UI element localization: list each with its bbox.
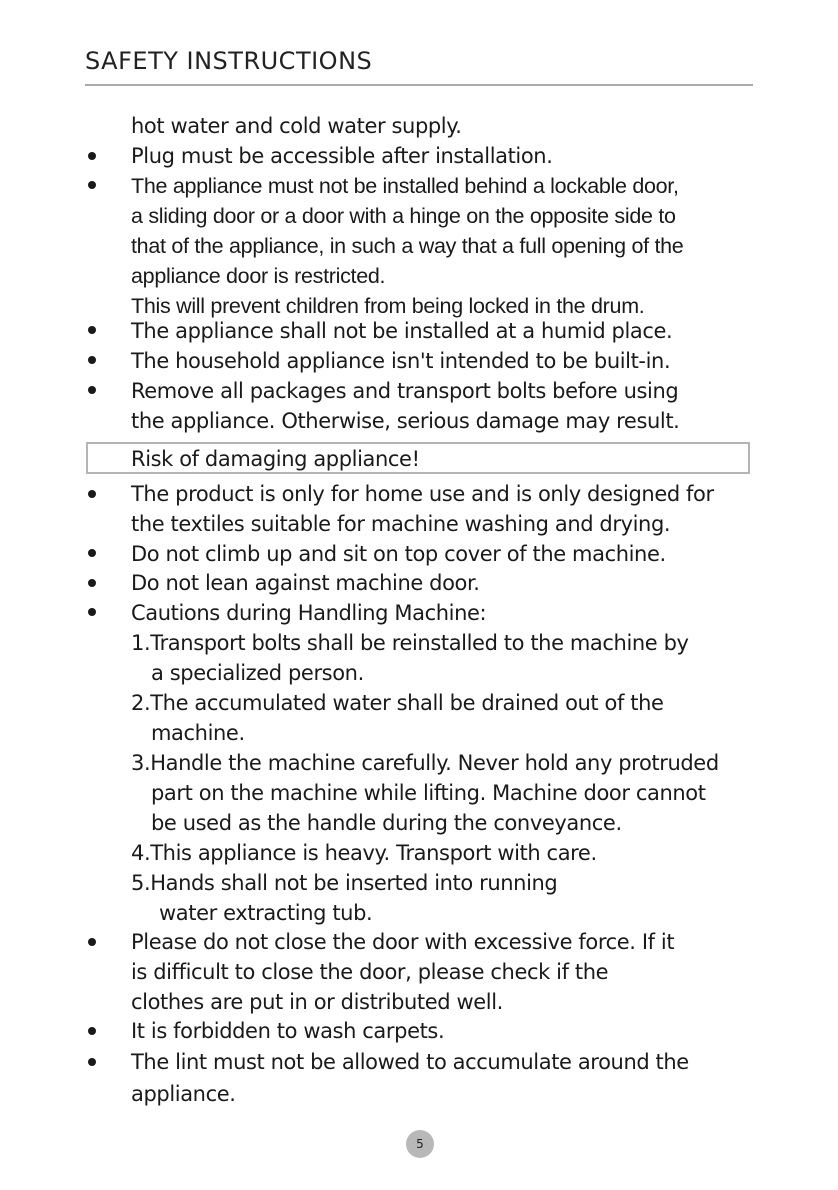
page-title: SAFETY INSTRUCTIONS <box>85 47 373 75</box>
bullet-icon <box>88 608 96 616</box>
numbered-item: 2.The accumulated water shall be drained out of the <box>131 691 664 715</box>
text-line: The household appliance isn't intended to be built-in. <box>131 349 671 373</box>
text-line: The appliance shall not be installed at a humid place. <box>131 319 673 343</box>
numbered-item: 3.Handle the machine carefully. Never hold any protruded <box>131 751 719 775</box>
text-line: Plug must be accessible after installation. <box>131 144 553 168</box>
text-line: Do not climb up and sit on top cover of the machine. <box>131 542 666 566</box>
text-line: clothes are put in or distributed well. <box>131 990 503 1014</box>
text-line: Remove all packages and transport bolts before using <box>131 379 679 403</box>
bullet-icon <box>88 326 96 334</box>
text-line: that of the appliance, in such a way that a full opening of the <box>131 234 684 258</box>
risk-warning-text: Risk of damaging appliance! <box>131 447 420 471</box>
text-line: hot water and cold water supply. <box>131 114 462 138</box>
bullet-icon <box>88 386 96 394</box>
bullet-icon <box>88 549 96 557</box>
bullet-icon <box>88 181 96 189</box>
text-line: Please do not close the door with excessive force. If it <box>131 930 675 954</box>
numbered-item: 5.Hands shall not be inserted into running <box>131 871 558 895</box>
page-number: 5 <box>406 1130 434 1158</box>
text-line: Cautions during Handling Machine: <box>131 601 487 625</box>
text-line: The product is only for home use and is only designed for <box>131 482 714 506</box>
text-line: appliance door is restricted. <box>131 264 386 288</box>
text-line: a sliding door or a door with a hinge on the opposite side to <box>131 204 676 228</box>
bullet-icon <box>88 579 96 587</box>
numbered-item-continuation: machine. <box>151 721 245 745</box>
bullet-icon <box>88 152 96 160</box>
text-line: The lint must not be allowed to accumulate around the <box>131 1050 689 1074</box>
text-line: The appliance must not be installed behind a lockable door, <box>131 174 679 198</box>
numbered-item-continuation: be used as the handle during the conveyance. <box>151 811 622 835</box>
text-line: the appliance. Otherwise, serious damage may result. <box>131 409 680 433</box>
numbered-item-continuation: part on the machine while lifting. Machine door cannot <box>151 781 706 805</box>
bullet-icon <box>88 1058 96 1066</box>
text-line: This will prevent children from being locked in the drum. <box>131 294 645 318</box>
page-header <box>85 44 753 86</box>
text-line: It is forbidden to wash carpets. <box>131 1019 445 1043</box>
numbered-item-continuation: a specialized person. <box>151 661 364 685</box>
text-line: is difficult to close the door, please check if the <box>131 960 609 984</box>
bullet-icon <box>88 938 96 946</box>
text-line: the textiles suitable for machine washing and drying. <box>131 512 671 536</box>
bullet-icon <box>88 356 96 364</box>
text-line: Do not lean against machine door. <box>131 571 480 595</box>
numbered-item-continuation: water extracting tub. <box>159 901 373 925</box>
numbered-item: 1.Transport bolts shall be reinstalled to the machine by <box>131 631 689 655</box>
numbered-item: 4.This appliance is heavy. Transport with care. <box>131 841 597 865</box>
bullet-icon <box>88 1027 96 1035</box>
text-line: appliance. <box>131 1082 236 1106</box>
bullet-icon <box>88 490 96 498</box>
